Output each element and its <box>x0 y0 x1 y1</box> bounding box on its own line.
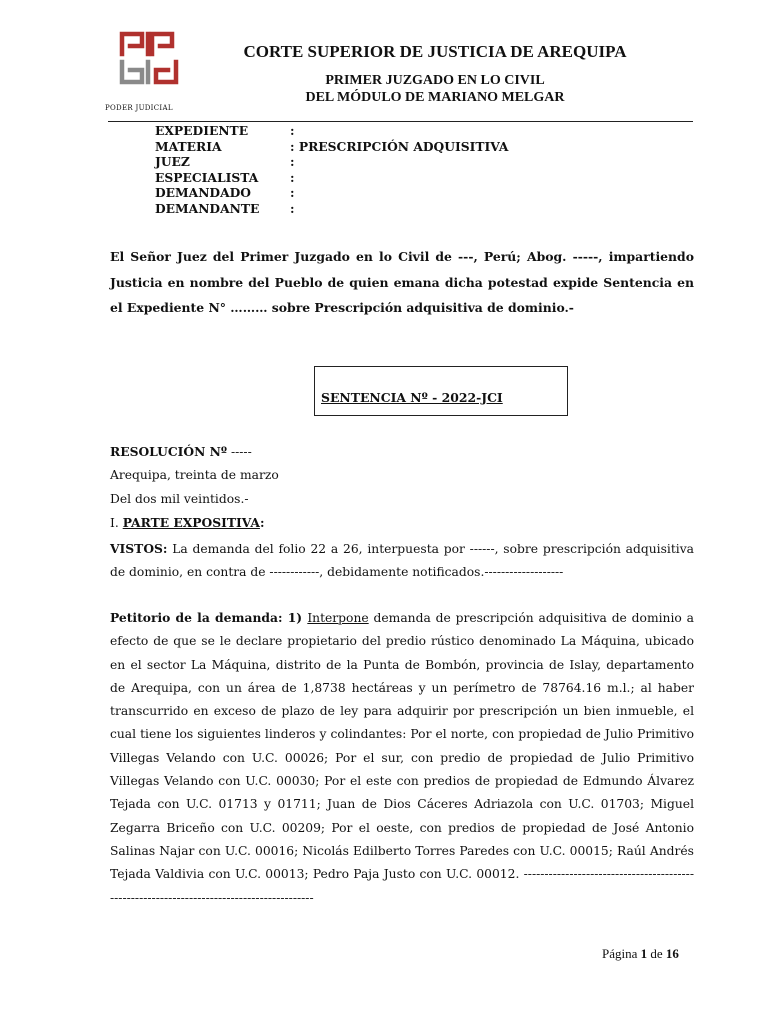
petitorio-label: Petitorio de la demanda: 1) <box>110 610 308 625</box>
resolution-line <box>110 440 694 464</box>
case-info-value: : <box>290 169 295 185</box>
case-info-value: : <box>290 185 295 201</box>
petitorio-paragraph <box>110 606 694 910</box>
resolution-block <box>110 440 694 535</box>
of-word: de <box>647 946 666 961</box>
vistos-label: VISTOS: <box>110 541 168 556</box>
case-info <box>155 123 508 217</box>
case-info-value: : <box>290 154 295 170</box>
section-prefix: I. <box>110 515 123 530</box>
page-word: Página <box>602 946 641 961</box>
sentence-number: SENTENCIA Nº - 2022-JCI <box>321 390 503 405</box>
court-title: CORTE SUPERIOR DE JUSTICIA DE AREQUIPA <box>243 42 627 61</box>
section-colon: : <box>259 514 265 530</box>
poder-judicial-emblem-icon <box>118 30 180 86</box>
case-info-label: DEMANDADO <box>155 185 252 201</box>
petitorio-verb: Interpone <box>307 611 369 625</box>
resolution-number: ----- <box>227 445 252 459</box>
page-number: 1 <box>640 946 648 961</box>
case-info-label: MATERIA <box>155 138 222 154</box>
case-info-row <box>155 123 508 139</box>
case-info-row <box>155 139 508 155</box>
case-info-label: DEMANDANTE <box>155 200 260 216</box>
case-info-row <box>155 185 508 201</box>
vistos-paragraph <box>110 537 694 585</box>
resolution-date-line-2: Del dos mil veintidos.- <box>110 491 249 506</box>
case-info-row <box>155 170 508 186</box>
vistos-text: La demanda del folio 22 a 26, interpuesta por ------, sobre prescripción adquisitiva de dominio, en contra de ------------, debidamente notificados.------------------- <box>110 542 694 580</box>
resolution-date-line-1: Arequipa, treinta de marzo <box>110 468 279 483</box>
section-heading <box>110 511 694 535</box>
case-info-label: ESPECIALISTA <box>155 169 259 185</box>
case-info-value: : <box>290 123 295 138</box>
case-info-value: : PRESCRIPCIÓN ADQUISITIVA <box>290 138 509 154</box>
section-title: PARTE EXPOSITIVA <box>122 514 260 530</box>
page-total: 16 <box>665 946 679 961</box>
court-subtitle-line-1: PRIMER JUZGADO EN LO CIVIL <box>325 73 545 88</box>
case-info-label: EXPEDIENTE <box>155 123 249 138</box>
logo-caption: PODER JUDICIAL <box>105 104 173 112</box>
court-subtitle <box>200 72 670 106</box>
case-info-row <box>155 154 508 170</box>
intro-paragraph: El Señor Juez del Primer Juzgado en lo Civil de ---, Perú; Abog. -----, impartiendo Justicia en nombre del Pueblo de quien emana dicha potestad expide Sentencia en el Expediente N° ……… sobre Prescripción adquisitiva de dominio.- <box>110 249 694 316</box>
resolution-label: RESOLUCIÓN Nº <box>110 444 228 459</box>
case-info-row <box>155 201 508 217</box>
header-divider <box>108 121 693 122</box>
petitorio-text: demanda de prescripción adquisitiva de dominio a efecto de que se le declare propietario del predio rústico denominado La Máquina, ubicado en el sector La Máquina, distrito de la Punta de Bombón, provincia de Islay, departamento de Arequipa, con un área de 1,8738 hectáreas y un perímetro de 78764.16 m.l.; al haber transcurrido en exceso de plazo de ley para adquirir por prescripción un bien inmueble, el cual tiene los siguientes linderos y colindantes: Por el norte, con propiedad de Julio Primitivo Villegas Velando con U.C. 00026; Por el sur, con predio de propiedad de Julio Primitivo Villegas Velando con U.C. 00030; Por el este con predios de propiedad de Edmundo Álvarez Tejada con U.C. 01713 y 01711; Juan de Dios Cáceres Adriazola con U.C. 01703; Miguel Zegarra Briceño con U.C. 00209; Por el oeste, con predios de propiedad de José Antonio Salinas Najar con U.C. 00016; Nicolás Edilberto Torres Paredes con U.C. 00015; Raúl Andrés Tejada Valdivia con U.C. 00013; Pedro Paja Justo con U.C. 00012. ------------------------------------------------------------------------------------------ <box>110 611 694 905</box>
case-info-label: JUEZ <box>155 154 190 170</box>
sentence-number-box <box>314 366 568 416</box>
case-info-value: : <box>290 200 295 216</box>
page-footer <box>602 946 679 962</box>
court-subtitle-line-2: DEL MÓDULO DE MARIANO MELGAR <box>305 90 565 105</box>
